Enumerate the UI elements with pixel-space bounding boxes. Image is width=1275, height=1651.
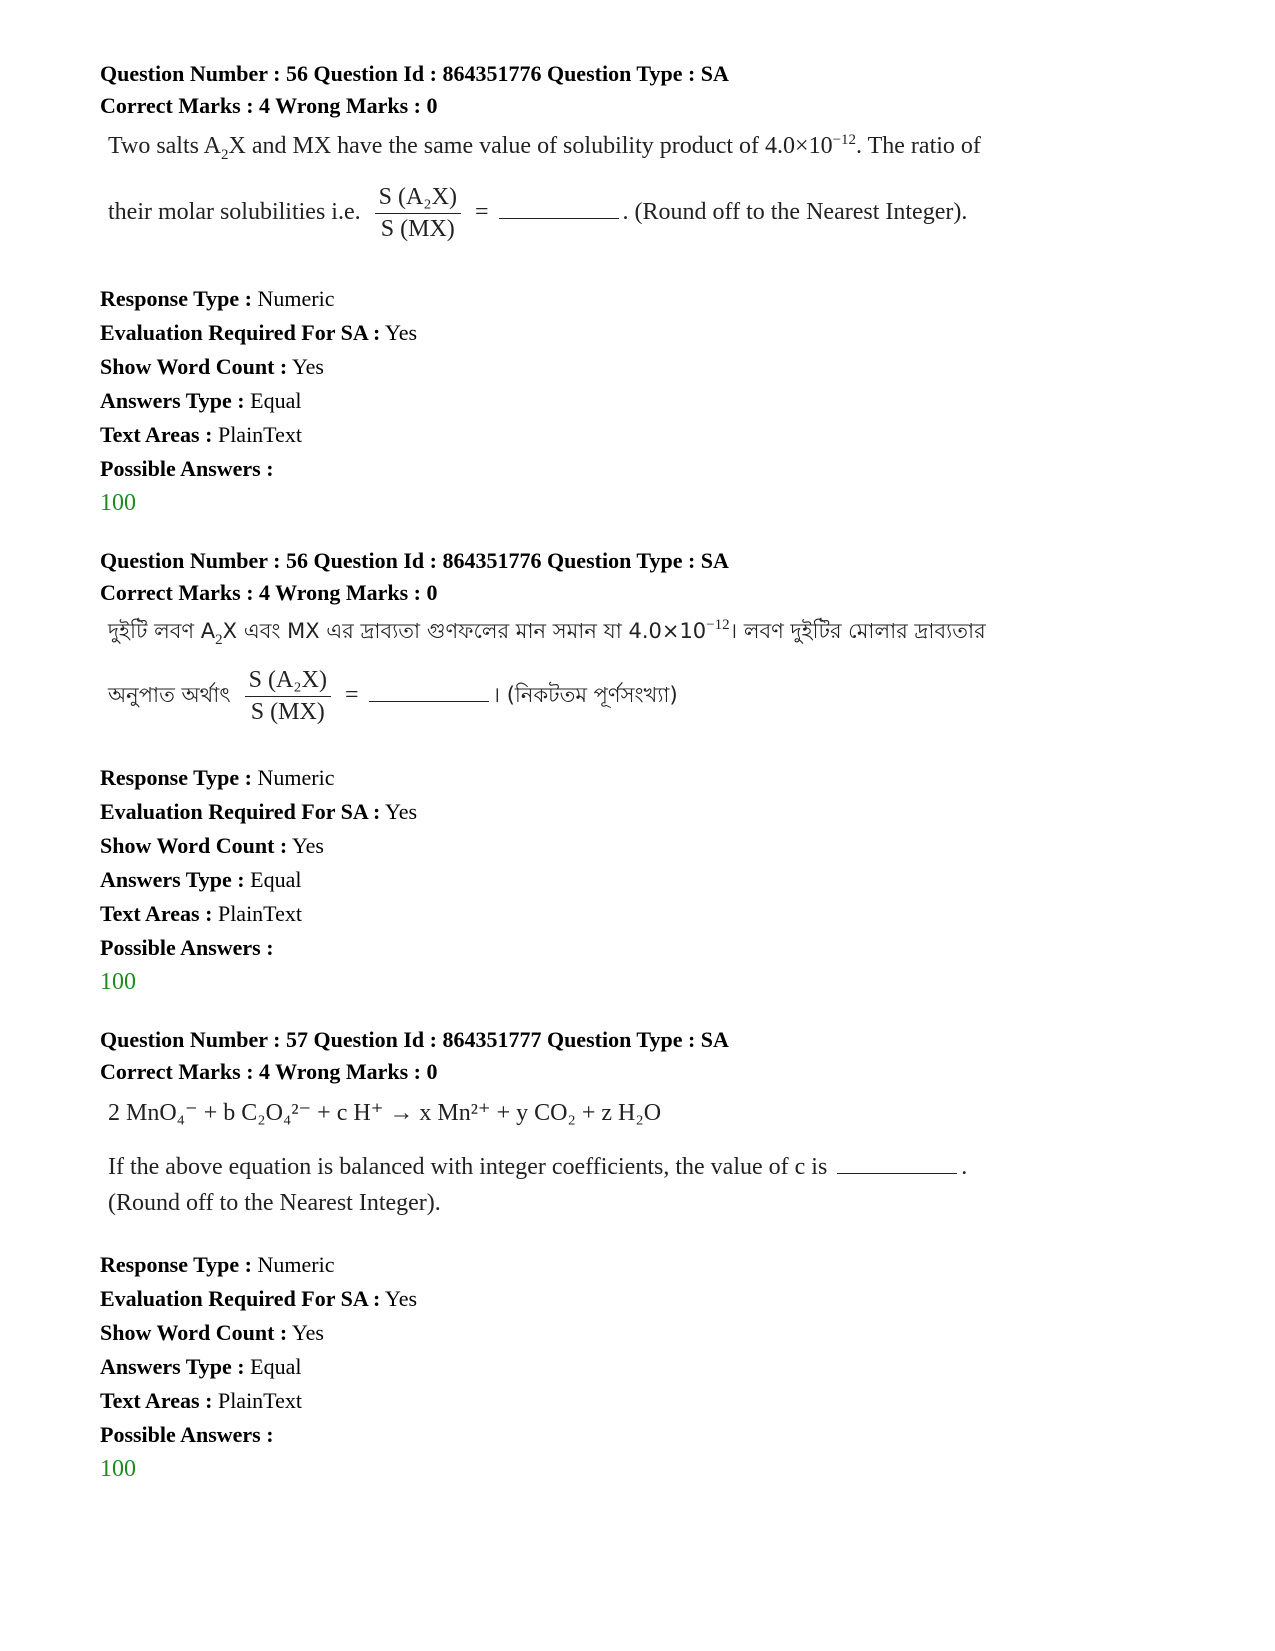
stem-line-3: (Round off to the Nearest Integer). [108,1190,441,1216]
possible-answer-value: 100 [100,490,136,516]
answer-blank [499,200,619,219]
possible-answers-row: Possible Answers : [100,1422,274,1447]
response-type-row: Response Type : Numeric [100,765,335,790]
marks-header: Correct Marks : 4 Wrong Marks : 0 [100,580,438,605]
question-block [100,1024,1180,1486]
possible-answers-row: Possible Answers : [100,456,274,481]
ratio-fraction: $\frac{\text{S (A₂X)}}{S (MX)}$ [375,184,461,243]
possible-answer-value: 100 [100,1456,136,1482]
stem-line-1: Two salts $A_2X$ and MX have the same value of solubility product of $4.0\times 10^{-12}$. The ratio of [108,132,981,163]
text-areas-row: Text Areas : PlainText [100,422,302,447]
question-header: Question Number : 56 Question Id : 864351776 Question Type : SA [100,61,729,86]
answers-type-row: Answers Type : Equal [100,388,302,413]
word-count-row: Show Word Count : Yes [100,354,324,379]
answer-blank [369,683,489,702]
response-type-row: Response Type : Numeric [100,286,335,311]
stem-line-2: অনুপাত অর্থাৎ $\frac{\text{S (A₂X)}}{S (MX)}$ = । (নিকটতম পূর্ণসংখ্যা) [108,667,678,725]
question-block [100,545,1180,999]
text-areas-row: Text Areas : PlainText [100,1388,302,1413]
marks-header: Correct Marks : 4 Wrong Marks : 0 [100,1059,438,1084]
question-stem [100,1088,1180,1248]
answers-type-row: Answers Type : Equal [100,1354,302,1379]
text-areas-row: Text Areas : PlainText [100,901,302,926]
evaluation-row: Evaluation Required For SA : Yes [100,320,418,345]
evaluation-row: Evaluation Required For SA : Yes [100,1286,418,1311]
answers-type-row: Answers Type : Equal [100,867,302,892]
answer-blank [837,1155,957,1174]
question-header: Question Number : 57 Question Id : 864351777 Question Type : SA [100,1027,729,1052]
response-type-row: Response Type : Numeric [100,1252,335,1277]
word-count-row: Show Word Count : Yes [100,1320,324,1345]
question-stem [100,122,1180,282]
evaluation-row: Evaluation Required For SA : Yes [100,799,418,824]
ratio-fraction: $\frac{\text{S (A₂X)}}{S (MX)}$ [245,667,331,726]
stem-line-1: দুইটি লবণ $A_2X$ এবং MX এর দ্রাব্যতা গুণফলের মান সমান যা $4.0\times 10^{-12}।$ লবণ দুইটির মোলার দ্রাব্যতার [108,617,986,648]
question-stem [100,609,1180,761]
marks-header: Correct Marks : 4 Wrong Marks : 0 [100,93,438,118]
stem-line-2: If the above equation is balanced with integer coefficients, the value of c is . [108,1154,968,1180]
question-block [100,58,1180,520]
word-count-row: Show Word Count : Yes [100,833,324,858]
possible-answers-row: Possible Answers : [100,935,274,960]
equation: 2 MnO₄⁻ + b C₂O₄²⁻ + c H⁺ → x Mn²⁺ + y CO₂ + z H₂O [108,1100,662,1126]
question-header: Question Number : 56 Question Id : 864351776 Question Type : SA [100,548,729,573]
possible-answer-value: 100 [100,969,136,995]
stem-line-2: their molar solubilities i.e. $\frac{\text{S (A₂X)}}{S (MX)}$ = . (Round off to the Nearest Integer). [108,184,968,242]
